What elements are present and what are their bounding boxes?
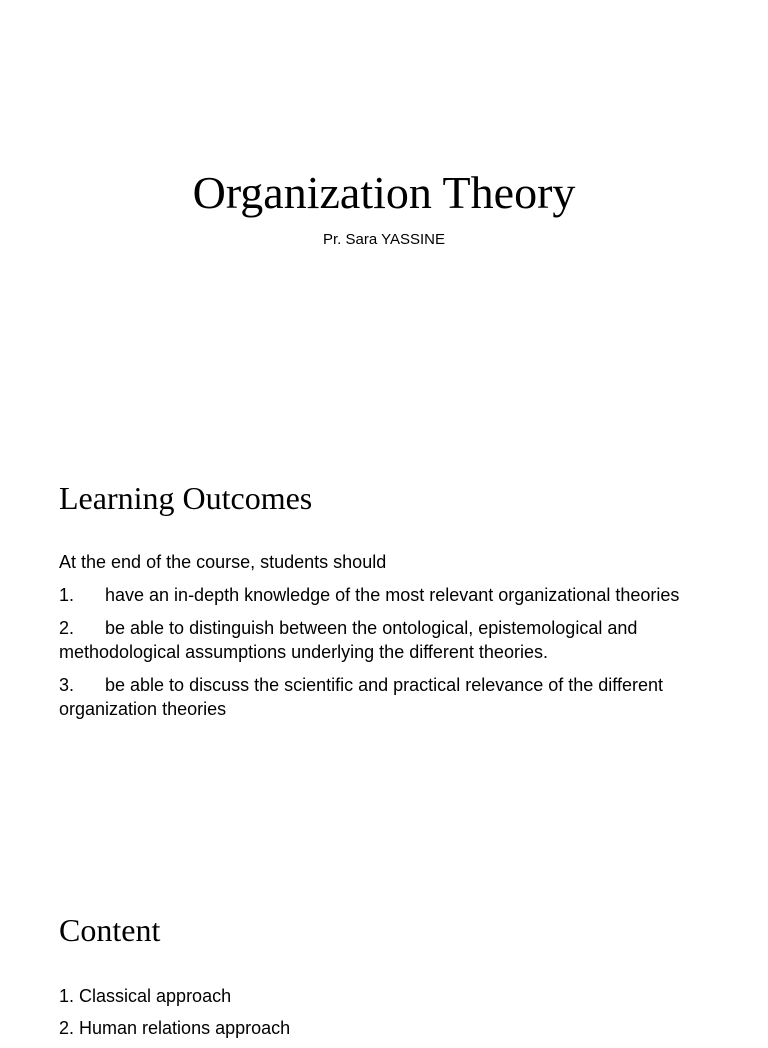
- list-item-text: be able to distinguish between the ontological, epistemological and methodological assumptions underlying the different theories.: [59, 618, 638, 662]
- content-item: 2. Human relations approach: [59, 1018, 291, 1038]
- list-item-text: have an in-depth knowledge of the most relevant organizational theories: [105, 585, 680, 605]
- learning-outcome-item: [59, 673, 719, 721]
- content-heading: Content: [59, 912, 161, 948]
- content-item: 1. Classical approach: [59, 986, 232, 1006]
- learning-outcomes-intro: At the end of the course, students should: [59, 552, 387, 572]
- list-item-number: 3.: [59, 675, 75, 695]
- learning-outcomes-body: [59, 550, 719, 730]
- learning-outcomes-heading: Learning Outcomes: [59, 480, 313, 516]
- slide-subtitle: Pr. Sara YASSINE: [323, 231, 445, 248]
- list-item-number: 1.: [59, 585, 75, 605]
- slide-title: Organization Theory: [192, 167, 576, 218]
- learning-outcome-item: [59, 616, 719, 664]
- content-body: [59, 984, 719, 1048]
- learning-outcome-item: [59, 583, 719, 607]
- list-item-text: be able to discuss the scientific and practical relevance of the different organization theories: [59, 675, 663, 719]
- list-item-number: 2.: [59, 618, 75, 638]
